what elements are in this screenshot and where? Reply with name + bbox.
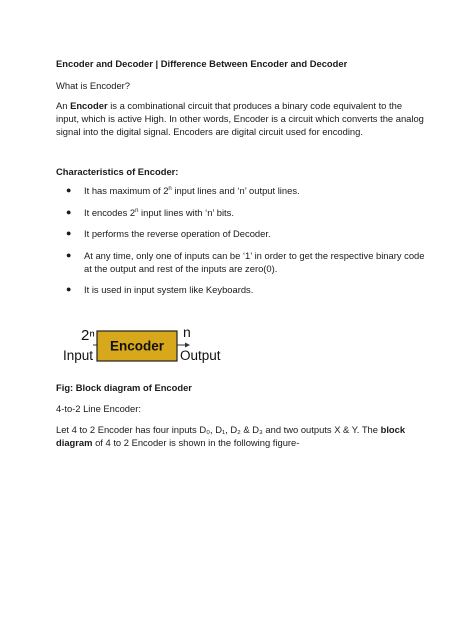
bullet-icon: ● xyxy=(66,228,72,238)
bullet-4-text: At any time, only one of inputs can be ‘1’ in order to get the respective binary code at the output and rest of the inputs are zero(0). xyxy=(84,249,425,274)
characteristics-list xyxy=(66,184,430,305)
para1-term: Encoder xyxy=(70,100,108,111)
line-encoder-heading: 4-to-2 Line Encoder: xyxy=(56,403,141,414)
para1-rest: is a combinational circuit that produces a binary code equivalent to the input, which is active High. In other words, Encoder is a circuit which converts the analog signal into the digital signal. Encoders are digital circuit used for encoding. xyxy=(56,100,424,138)
input-label: Input xyxy=(63,348,94,363)
bullet-2-post: input lines with ‘n’ bits. xyxy=(138,206,234,218)
para2-term: block diagram xyxy=(56,424,406,449)
bullet-icon: ● xyxy=(66,249,72,260)
bullet-1-post: input lines and ‘n’ output lines. xyxy=(171,185,300,196)
bullet-icon: ● xyxy=(66,185,72,195)
output-label: Output xyxy=(180,348,221,363)
list-item xyxy=(66,249,430,275)
bullet-2-sup: n xyxy=(135,207,139,214)
characteristics-heading: Characteristics of Encoder: xyxy=(56,166,179,177)
encoder-definition-paragraph xyxy=(56,99,426,139)
bullet-1-sup: n xyxy=(168,185,172,192)
bullet-2-pre: It encodes 2 xyxy=(84,206,136,218)
encoder-block-label: Encoder xyxy=(109,338,165,354)
input-count-label: 2ⁿ xyxy=(81,327,95,344)
bullet-1-pre: It has maximum of 2 xyxy=(84,185,169,196)
bullet-icon: ● xyxy=(66,206,72,217)
line-encoder-paragraph xyxy=(56,423,426,449)
question-heading: What is Encoder? xyxy=(56,80,130,91)
list-item xyxy=(66,184,430,197)
list-item xyxy=(66,227,430,240)
bullet-icon: ● xyxy=(66,284,72,295)
para2-prefix: Let 4 to 2 Encoder has four inputs D₀, D₁, D₂ & D₃ and two outputs X & Y. The xyxy=(56,424,381,435)
output-count-label: n xyxy=(183,324,191,340)
output-arrow-head xyxy=(185,343,190,348)
figure-caption: Fig: Block diagram of Encoder xyxy=(56,382,192,393)
para2-rest: of 4 to 2 Encoder is shown in the following figure- xyxy=(92,437,300,449)
para1-prefix: An xyxy=(56,100,71,111)
bullet-3-text: It performs the reverse operation of Decoder. xyxy=(84,228,271,239)
page-title: Encoder and Decoder | Difference Between Encoder and Decoder xyxy=(56,58,348,69)
list-item xyxy=(66,283,430,296)
list-item xyxy=(66,206,430,219)
encoder-block-diagram xyxy=(60,320,230,370)
bullet-5-text: It is used in input system like Keyboards. xyxy=(84,284,254,296)
